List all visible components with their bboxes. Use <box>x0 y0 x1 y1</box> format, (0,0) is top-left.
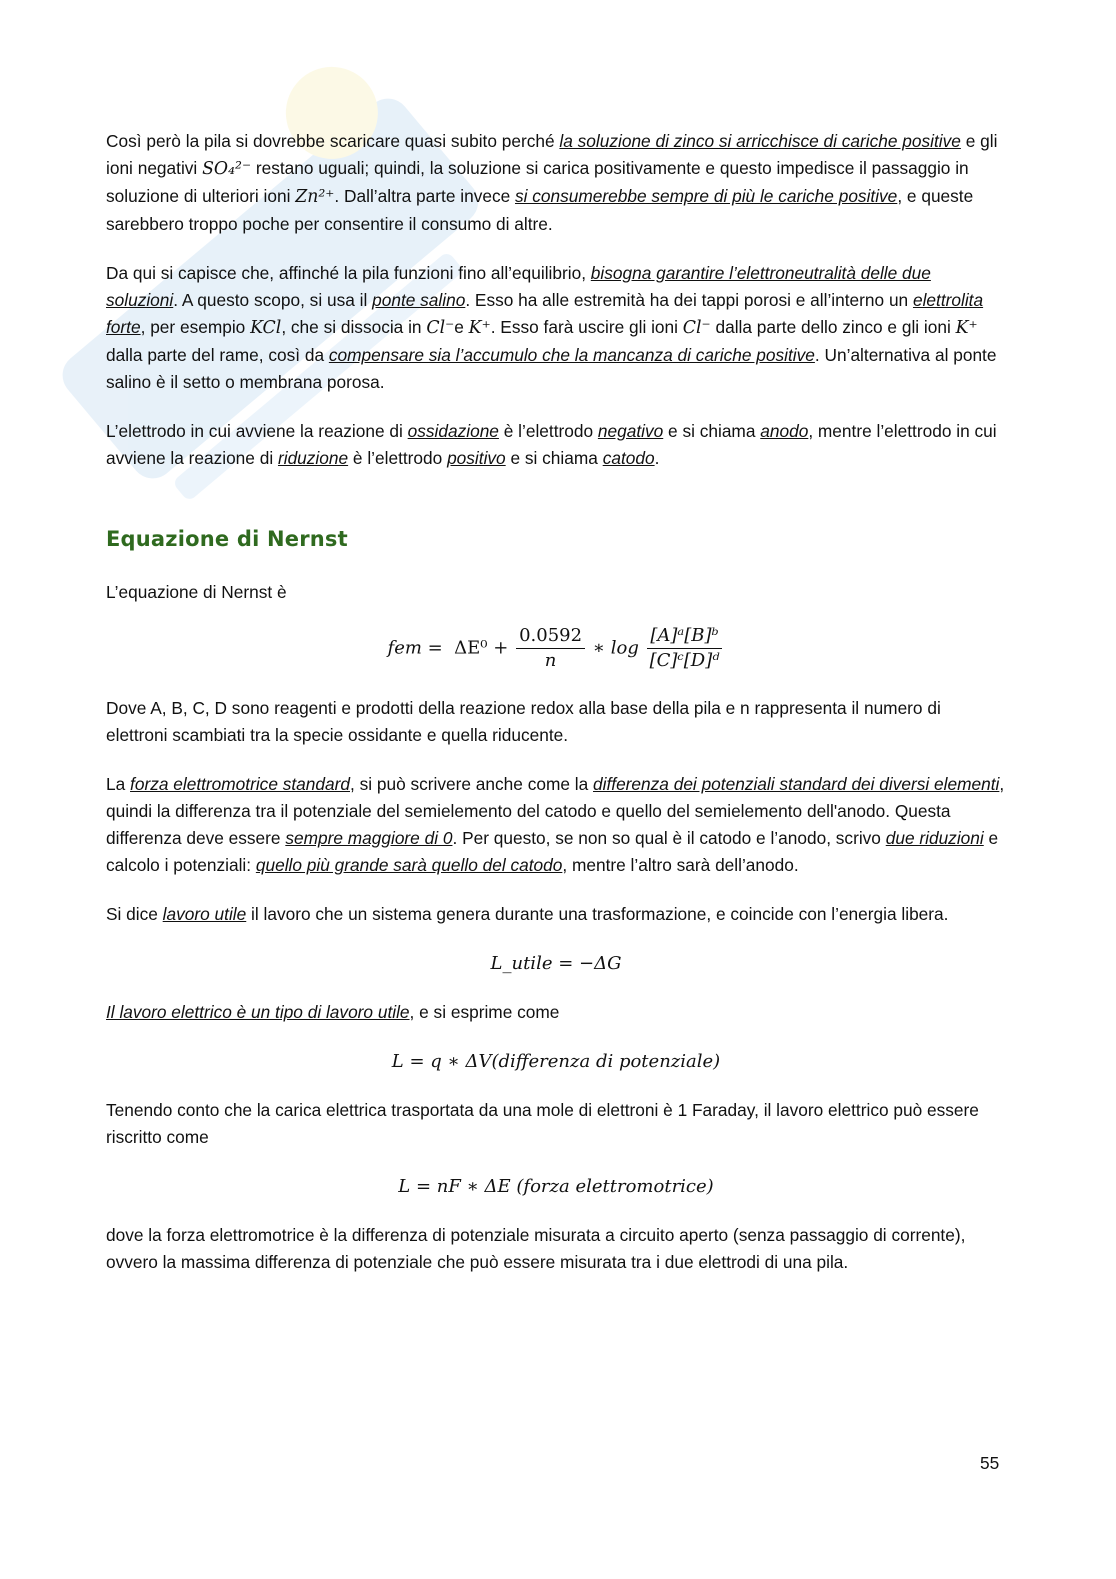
underlined-phrase: bisogna garantire l’elettroneutralità delle due soluzioni <box>106 263 931 310</box>
paragraph-emf: La forza elettromotrice standard, si può scrivere anche come la differenza dei potenziali standard dei diversi elementi, quindi la differenza tra il potenziale del semielemento del catodo e quello del semielemento dell'anodo. Questa differenza deve essere sempre maggiore di 0. Per questo, se non so qual è il catodo e l’anodo, scrivo due riduzioni e calcolo i potenziali: quello più grande sarà quello del catodo, mentre l’altro sarà dell’anodo. <box>106 774 1005 875</box>
underlined-phrase: quello più grande sarà quello del catodo <box>255 855 563 875</box>
document-page <box>106 128 1006 1298</box>
paragraph-useful-work: Si dice lavoro utile il lavoro che un sistema genera durante una trasformazione, e coincide con l’energia libera. <box>106 904 949 924</box>
page-number: 55 <box>980 1453 1000 1473</box>
fraction: $\frac{\text{[A]ᵃ[B]ᵇ}}{\text{[C]ᶜ[D]ᵈ}}$ <box>647 624 723 673</box>
section-heading: Equazione di Nernst <box>106 527 348 551</box>
underlined-phrase: positivo <box>447 448 506 468</box>
useful-work-equation: L_utile = −ΔG <box>490 953 622 974</box>
formula-chloride: Cl⁻ <box>682 318 711 338</box>
formula-chloride: Cl⁻ <box>426 318 455 338</box>
underlined-phrase: Il lavoro elettrico è un tipo di lavoro utile <box>106 1002 410 1022</box>
formula-zinc-ion: Zn²⁺ <box>295 187 335 207</box>
paragraph-nernst-intro: L’equazione di Nernst è <box>106 582 287 602</box>
underlined-phrase: la soluzione di zinco si arricchisce di cariche positive <box>559 131 961 151</box>
paragraph-electric-work: Il lavoro elettrico è un tipo di lavoro utile, e si esprime come <box>106 1002 560 1022</box>
paragraph-electrodes: L’elettrodo in cui avviene la reazione di ossidazione è l’elettrodo negativo e si chiama anodo, mentre l’elettrodo in cui avviene la reazione di riduzione è l’elettrodo positivo e si chiama catodo. <box>106 421 997 468</box>
underlined-phrase: sempre maggiore di 0 <box>285 828 453 848</box>
faraday-work-equation: L = nF ∗ ΔE (forza elettromotrice) <box>398 1176 714 1197</box>
underlined-phrase: catodo <box>602 448 655 468</box>
underlined-phrase: si consumerebbe sempre di più le cariche positive <box>515 186 898 206</box>
fraction: $\frac{0.0592}{n}$ <box>516 624 585 673</box>
paragraph-discharge: Così però la pila si dovrebbe scaricare quasi subito perché la soluzione di zinco si arricchisce di cariche positive e gli ioni negativi SO₄²⁻ restano uguali; quindi, la soluzione si carica positivamente e questo impedisce il passaggio in soluzione di ulteriori ioni Zn²⁺. Dall’altra parte invece si consumerebbe sempre di più le cariche positive, e queste sarebbero troppo poche per consentire il consumo di altre. <box>106 131 998 234</box>
paragraph-salt-bridge: Da qui si capisce che, affinché la pila funzioni fino all’equilibrio, bisogna garantire l’elettroneutralità delle due soluzioni. A questo scopo, si usa il ponte salino. Esso ha alle estremità ha dei tappi porosi e all’interno un elettrolita forte, per esempio KCl, che si dissocia in Cl⁻e K⁺. Esso farà uscire gli ioni Cl⁻ dalla parte dello zinco e gli ioni K⁺ dalla parte del rame, così da compensare sia l’accumulo che la mancanza di cariche positive. Un’alternativa al ponte salino è il setto o membrana porosa. <box>106 263 997 392</box>
paragraph-emf-definition: dove la forza elettromotrice è la differenza di potenziale misurata a circuito aperto (senza passaggio di corrente), ovvero la massima differenza di potenziale che può essere misurata tra i due elettrodi di una pila. <box>106 1225 966 1272</box>
formula-potassium: K⁺ <box>955 318 978 338</box>
paragraph-faraday: Tenendo conto che la carica elettrica trasportata da una mole di elettroni è 1 Faraday, il lavoro elettrico può essere riscritto come <box>106 1100 979 1147</box>
underlined-phrase: ossidazione <box>407 421 499 441</box>
nernst-equation: fem = ΔE⁰ + $\frac{0.0592}{n}$ ∗ log $\frac{\text{[A]ᵃ[B]ᵇ}}{\text{[C]ᶜ[D]ᵈ}}$ <box>106 624 1006 673</box>
underlined-phrase: compensare sia l’accumulo che la mancanza di cariche positive <box>328 345 815 365</box>
underlined-phrase: riduzione <box>277 448 349 468</box>
underlined-phrase: elettrolita forte <box>106 290 984 337</box>
electric-work-equation: L = q ∗ ΔV(differenza di potenziale) <box>391 1051 721 1072</box>
formula-potassium: K⁺ <box>468 318 491 338</box>
formula-sulfate: SO₄²⁻ <box>202 159 252 179</box>
underlined-phrase: due riduzioni <box>885 828 984 848</box>
underlined-phrase: anodo <box>760 421 809 441</box>
underlined-phrase: lavoro utile <box>162 904 247 924</box>
underlined-phrase: ponte salino <box>372 290 466 310</box>
underlined-phrase: differenza dei potenziali standard dei diversi elementi <box>593 774 1000 794</box>
underlined-phrase: forza elettromotrice standard <box>130 774 350 794</box>
underlined-phrase: negativo <box>597 421 664 441</box>
formula-kcl: KCl <box>250 318 282 338</box>
paragraph-nernst-explanation: Dove A, B, C, D sono reagenti e prodotti della reazione redox alla base della pila e n rappresenta il numero di elettroni scambiati tra la specie ossidante e quella riducente. <box>106 698 941 745</box>
